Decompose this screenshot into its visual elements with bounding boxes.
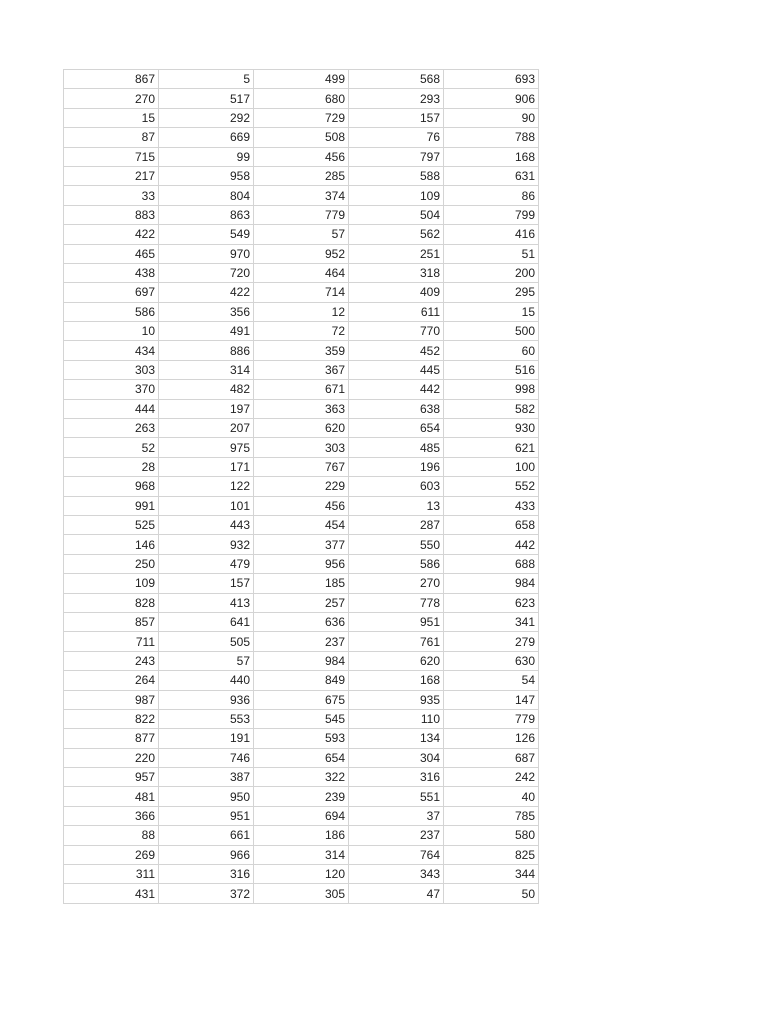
table-cell[interactable]: 654	[254, 748, 349, 767]
spreadsheet-table-container	[63, 69, 539, 904]
table-cell[interactable]: 237	[349, 826, 444, 845]
table-cell[interactable]: 761	[349, 632, 444, 651]
table-cell[interactable]: 40	[444, 787, 539, 806]
table-cell[interactable]: 804	[159, 186, 254, 205]
table-cell[interactable]: 950	[159, 787, 254, 806]
table-row	[64, 671, 539, 690]
table-cell[interactable]: 654	[349, 419, 444, 438]
table-row	[64, 768, 539, 787]
table-cell[interactable]: 229	[254, 477, 349, 496]
table-cell[interactable]: 550	[349, 535, 444, 554]
table-cell[interactable]: 588	[349, 166, 444, 185]
table-cell[interactable]: 413	[159, 593, 254, 612]
table-cell[interactable]: 359	[254, 341, 349, 360]
table-cell[interactable]: 122	[159, 477, 254, 496]
table-row	[64, 593, 539, 612]
table-cell[interactable]: 582	[444, 399, 539, 418]
table-row	[64, 322, 539, 341]
table-cell[interactable]: 553	[159, 709, 254, 728]
table-cell[interactable]: 517	[159, 89, 254, 108]
table-cell[interactable]: 15	[444, 302, 539, 321]
table-row	[64, 360, 539, 379]
table-row	[64, 554, 539, 573]
table-cell[interactable]: 720	[159, 263, 254, 282]
table-cell[interactable]: 975	[159, 438, 254, 457]
table-cell[interactable]: 52	[64, 438, 159, 457]
table-cell[interactable]: 90	[444, 108, 539, 127]
table-row	[64, 205, 539, 224]
table-cell[interactable]: 270	[64, 89, 159, 108]
table-cell[interactable]: 580	[444, 826, 539, 845]
table-cell[interactable]: 932	[159, 535, 254, 554]
table-cell[interactable]: 482	[159, 380, 254, 399]
table-cell[interactable]: 109	[64, 574, 159, 593]
table-cell[interactable]: 33	[64, 186, 159, 205]
table-cell[interactable]: 951	[349, 612, 444, 631]
table-row	[64, 457, 539, 476]
table-row	[64, 438, 539, 457]
table-cell[interactable]: 422	[64, 225, 159, 244]
table-cell[interactable]: 443	[159, 515, 254, 534]
table-row	[64, 729, 539, 748]
table-row	[64, 147, 539, 166]
table-cell[interactable]: 641	[159, 612, 254, 631]
table-cell[interactable]: 442	[349, 380, 444, 399]
table-cell[interactable]: 551	[349, 787, 444, 806]
table-cell[interactable]: 257	[254, 593, 349, 612]
table-cell[interactable]: 314	[159, 360, 254, 379]
table-row	[64, 690, 539, 709]
table-cell[interactable]: 374	[254, 186, 349, 205]
table-cell[interactable]: 10	[64, 322, 159, 341]
table-cell[interactable]: 525	[64, 515, 159, 534]
table-cell[interactable]: 638	[349, 399, 444, 418]
table-cell[interactable]: 57	[159, 651, 254, 670]
table-cell[interactable]: 636	[254, 612, 349, 631]
table-cell[interactable]: 101	[159, 496, 254, 515]
table-cell[interactable]: 516	[444, 360, 539, 379]
table-cell[interactable]: 779	[444, 709, 539, 728]
table-row	[64, 399, 539, 418]
table-cell[interactable]: 445	[349, 360, 444, 379]
table-row	[64, 709, 539, 728]
table-cell[interactable]: 568	[349, 70, 444, 89]
table-cell[interactable]: 552	[444, 477, 539, 496]
table-cell[interactable]: 764	[349, 845, 444, 864]
table-cell[interactable]: 883	[64, 205, 159, 224]
table-cell[interactable]: 442	[444, 535, 539, 554]
table-cell[interactable]: 279	[444, 632, 539, 651]
table-cell[interactable]: 452	[349, 341, 444, 360]
table-row	[64, 225, 539, 244]
table-row	[64, 612, 539, 631]
table-cell[interactable]: 109	[349, 186, 444, 205]
table-cell[interactable]: 958	[159, 166, 254, 185]
table-cell[interactable]: 549	[159, 225, 254, 244]
table-cell[interactable]: 438	[64, 263, 159, 282]
table-cell[interactable]: 28	[64, 457, 159, 476]
table-cell[interactable]: 621	[444, 438, 539, 457]
table-cell[interactable]: 344	[444, 865, 539, 884]
table-cell[interactable]: 991	[64, 496, 159, 515]
table-cell[interactable]: 99	[159, 147, 254, 166]
table-cell[interactable]: 671	[254, 380, 349, 399]
table-cell[interactable]: 72	[254, 322, 349, 341]
table-cell[interactable]: 293	[349, 89, 444, 108]
table-cell[interactable]: 968	[64, 477, 159, 496]
table-cell[interactable]: 147	[444, 690, 539, 709]
table-cell[interactable]: 87	[64, 128, 159, 147]
table-cell[interactable]: 15	[64, 108, 159, 127]
table-row	[64, 477, 539, 496]
table-row	[64, 535, 539, 554]
table-cell[interactable]: 694	[254, 806, 349, 825]
table-cell[interactable]: 936	[159, 690, 254, 709]
table-row	[64, 108, 539, 127]
table-cell[interactable]: 86	[444, 186, 539, 205]
table-cell[interactable]: 54	[444, 671, 539, 690]
table-cell[interactable]: 906	[444, 89, 539, 108]
table-cell[interactable]: 363	[254, 399, 349, 418]
table-cell[interactable]: 185	[254, 574, 349, 593]
table-row	[64, 186, 539, 205]
table-cell[interactable]: 50	[444, 884, 539, 903]
table-cell[interactable]: 688	[444, 554, 539, 573]
table-cell[interactable]: 51	[444, 244, 539, 263]
table-cell[interactable]: 966	[159, 845, 254, 864]
table-cell[interactable]: 631	[444, 166, 539, 185]
table-cell[interactable]: 867	[64, 70, 159, 89]
table-cell[interactable]: 37	[349, 806, 444, 825]
table-cell[interactable]: 207	[159, 419, 254, 438]
table-cell[interactable]: 197	[159, 399, 254, 418]
table-cell[interactable]: 956	[254, 554, 349, 573]
table-cell[interactable]: 287	[349, 515, 444, 534]
table-row	[64, 496, 539, 515]
table-cell[interactable]: 303	[254, 438, 349, 457]
table-row	[64, 845, 539, 864]
table-cell[interactable]: 242	[444, 768, 539, 787]
table-cell[interactable]: 168	[444, 147, 539, 166]
table-cell[interactable]: 693	[444, 70, 539, 89]
table-cell[interactable]: 186	[254, 826, 349, 845]
table-cell[interactable]: 370	[64, 380, 159, 399]
table-cell[interactable]: 200	[444, 263, 539, 282]
table-cell[interactable]: 508	[254, 128, 349, 147]
table-cell[interactable]: 828	[64, 593, 159, 612]
table-cell[interactable]: 505	[159, 632, 254, 651]
table-cell[interactable]: 434	[64, 341, 159, 360]
table-cell[interactable]: 857	[64, 612, 159, 631]
table-cell[interactable]: 456	[254, 496, 349, 515]
table-cell[interactable]: 314	[254, 845, 349, 864]
table-cell[interactable]: 603	[349, 477, 444, 496]
table-cell[interactable]: 422	[159, 283, 254, 302]
table-cell[interactable]: 767	[254, 457, 349, 476]
table-row	[64, 128, 539, 147]
table-cell[interactable]: 658	[444, 515, 539, 534]
table-cell[interactable]: 377	[254, 535, 349, 554]
table-cell[interactable]: 545	[254, 709, 349, 728]
table-row	[64, 748, 539, 767]
table-cell[interactable]: 454	[254, 515, 349, 534]
table-cell[interactable]: 930	[444, 419, 539, 438]
table-cell[interactable]: 250	[64, 554, 159, 573]
table-row	[64, 419, 539, 438]
table-row	[64, 806, 539, 825]
table-cell[interactable]: 304	[349, 748, 444, 767]
table-cell[interactable]: 987	[64, 690, 159, 709]
table-cell[interactable]: 697	[64, 283, 159, 302]
table-cell[interactable]: 770	[349, 322, 444, 341]
table-body	[64, 70, 539, 904]
table-cell[interactable]: 778	[349, 593, 444, 612]
table-row	[64, 244, 539, 263]
table-cell[interactable]: 372	[159, 884, 254, 903]
table-cell[interactable]: 146	[64, 535, 159, 554]
table-cell[interactable]: 318	[349, 263, 444, 282]
table-cell[interactable]: 661	[159, 826, 254, 845]
table-cell[interactable]: 714	[254, 283, 349, 302]
table-cell[interactable]: 822	[64, 709, 159, 728]
table-cell[interactable]: 440	[159, 671, 254, 690]
table-row	[64, 166, 539, 185]
table-row	[64, 826, 539, 845]
table-cell[interactable]: 120	[254, 865, 349, 884]
table-cell[interactable]: 715	[64, 147, 159, 166]
table-cell[interactable]: 110	[349, 709, 444, 728]
table-row	[64, 89, 539, 108]
table-cell[interactable]: 456	[254, 147, 349, 166]
table-cell[interactable]: 367	[254, 360, 349, 379]
table-cell[interactable]: 269	[64, 845, 159, 864]
table-cell[interactable]: 264	[64, 671, 159, 690]
table-cell[interactable]: 134	[349, 729, 444, 748]
table-cell[interactable]: 687	[444, 748, 539, 767]
table-cell[interactable]: 433	[444, 496, 539, 515]
table-cell[interactable]: 863	[159, 205, 254, 224]
table-cell[interactable]: 366	[64, 806, 159, 825]
table-cell[interactable]: 799	[444, 205, 539, 224]
table-row	[64, 70, 539, 89]
table-cell[interactable]: 562	[349, 225, 444, 244]
table-cell[interactable]: 217	[64, 166, 159, 185]
table-cell[interactable]: 620	[349, 651, 444, 670]
table-cell[interactable]: 88	[64, 826, 159, 845]
table-row	[64, 302, 539, 321]
table-cell[interactable]: 157	[349, 108, 444, 127]
table-cell[interactable]: 12	[254, 302, 349, 321]
table-cell[interactable]: 444	[64, 399, 159, 418]
table-cell[interactable]: 499	[254, 70, 349, 89]
table-cell[interactable]: 57	[254, 225, 349, 244]
table-cell[interactable]: 877	[64, 729, 159, 748]
table-cell[interactable]: 623	[444, 593, 539, 612]
table-cell[interactable]: 305	[254, 884, 349, 903]
data-table	[63, 69, 539, 904]
table-cell[interactable]: 311	[64, 865, 159, 884]
table-cell[interactable]: 611	[349, 302, 444, 321]
table-cell[interactable]: 669	[159, 128, 254, 147]
table-cell[interactable]: 416	[444, 225, 539, 244]
table-cell[interactable]: 341	[444, 612, 539, 631]
table-cell[interactable]: 409	[349, 283, 444, 302]
table-row	[64, 632, 539, 651]
table-cell[interactable]: 295	[444, 283, 539, 302]
table-cell[interactable]: 303	[64, 360, 159, 379]
table-cell[interactable]: 586	[349, 554, 444, 573]
table-cell[interactable]: 586	[64, 302, 159, 321]
table-row	[64, 574, 539, 593]
table-cell[interactable]: 729	[254, 108, 349, 127]
table-cell[interactable]: 431	[64, 884, 159, 903]
table-cell[interactable]: 292	[159, 108, 254, 127]
table-cell[interactable]: 263	[64, 419, 159, 438]
table-cell[interactable]: 270	[349, 574, 444, 593]
table-row	[64, 341, 539, 360]
table-row	[64, 515, 539, 534]
table-cell[interactable]: 485	[349, 438, 444, 457]
table-cell[interactable]: 779	[254, 205, 349, 224]
table-cell[interactable]: 951	[159, 806, 254, 825]
table-cell[interactable]: 952	[254, 244, 349, 263]
table-cell[interactable]: 620	[254, 419, 349, 438]
table-row	[64, 263, 539, 282]
table-cell[interactable]: 593	[254, 729, 349, 748]
table-cell[interactable]: 316	[349, 768, 444, 787]
table-cell[interactable]: 675	[254, 690, 349, 709]
table-cell[interactable]: 196	[349, 457, 444, 476]
table-cell[interactable]: 237	[254, 632, 349, 651]
table-cell[interactable]: 343	[349, 865, 444, 884]
table-cell[interactable]: 680	[254, 89, 349, 108]
table-cell[interactable]: 491	[159, 322, 254, 341]
table-cell[interactable]: 191	[159, 729, 254, 748]
table-row	[64, 865, 539, 884]
table-cell[interactable]: 504	[349, 205, 444, 224]
table-cell[interactable]: 239	[254, 787, 349, 806]
table-cell[interactable]: 47	[349, 884, 444, 903]
table-cell[interactable]: 168	[349, 671, 444, 690]
table-cell[interactable]: 797	[349, 147, 444, 166]
table-cell[interactable]: 479	[159, 554, 254, 573]
table-cell[interactable]: 126	[444, 729, 539, 748]
table-cell[interactable]: 171	[159, 457, 254, 476]
table-cell[interactable]: 243	[64, 651, 159, 670]
table-cell[interactable]: 387	[159, 768, 254, 787]
table-cell[interactable]: 970	[159, 244, 254, 263]
table-row	[64, 380, 539, 399]
table-cell[interactable]: 630	[444, 651, 539, 670]
table-cell[interactable]: 322	[254, 768, 349, 787]
table-cell[interactable]: 935	[349, 690, 444, 709]
table-cell[interactable]: 100	[444, 457, 539, 476]
table-cell[interactable]: 481	[64, 787, 159, 806]
table-cell[interactable]: 746	[159, 748, 254, 767]
table-cell[interactable]: 5	[159, 70, 254, 89]
table-cell[interactable]: 984	[444, 574, 539, 593]
table-cell[interactable]: 849	[254, 671, 349, 690]
table-row	[64, 884, 539, 903]
table-cell[interactable]: 711	[64, 632, 159, 651]
table-cell[interactable]: 984	[254, 651, 349, 670]
table-cell[interactable]: 285	[254, 166, 349, 185]
table-cell[interactable]: 788	[444, 128, 539, 147]
table-cell[interactable]: 316	[159, 865, 254, 884]
table-cell[interactable]: 785	[444, 806, 539, 825]
table-row	[64, 651, 539, 670]
table-cell[interactable]: 886	[159, 341, 254, 360]
table-cell[interactable]: 60	[444, 341, 539, 360]
table-row	[64, 283, 539, 302]
table-cell[interactable]: 220	[64, 748, 159, 767]
table-cell[interactable]: 464	[254, 263, 349, 282]
table-cell[interactable]: 13	[349, 496, 444, 515]
table-cell[interactable]: 356	[159, 302, 254, 321]
table-cell[interactable]: 825	[444, 845, 539, 864]
table-cell[interactable]: 500	[444, 322, 539, 341]
table-cell[interactable]: 251	[349, 244, 444, 263]
table-cell[interactable]: 465	[64, 244, 159, 263]
table-cell[interactable]: 998	[444, 380, 539, 399]
table-cell[interactable]: 76	[349, 128, 444, 147]
table-row	[64, 787, 539, 806]
table-cell[interactable]: 957	[64, 768, 159, 787]
table-cell[interactable]: 157	[159, 574, 254, 593]
